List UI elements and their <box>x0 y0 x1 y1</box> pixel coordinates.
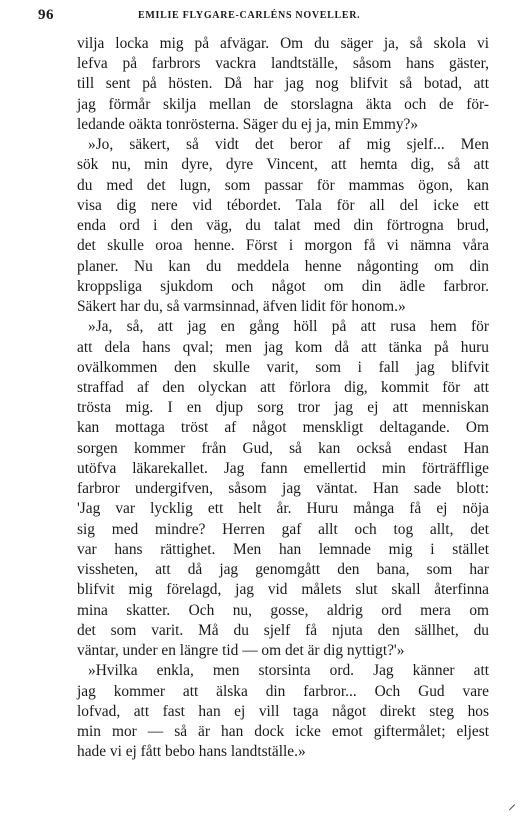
text-line: Säkert har du, så varmsinnad, äfven lidit för honom.» <box>77 298 406 316</box>
text-line: sig med mindre? Herren gaf allt och tog allt, det <box>77 520 489 538</box>
text-line: lofvad, att fast han ej vill taga något direkt steg hos <box>77 702 489 720</box>
text-line: till sent på hösten. Då har jag nog blifvit så botad, att <box>77 75 489 93</box>
text-line: min mor — så är han dock icke emot giftermålet; eljest <box>77 722 489 740</box>
text-line: »Ja, så, att jag en gång höll på att rusa hem för <box>88 318 489 336</box>
text-line: det som varit. Må du sjelf få njuta den sällhet, du <box>77 621 489 639</box>
text-line: visa dig nere vid tébordet. Tala för all del icke ett <box>77 196 489 214</box>
running-head: EMILIE FLYGARE-CARLÉNS NOVELLER. <box>138 10 361 21</box>
text-line: trösta mig. I en djup sorg tror jag ej att menniskan <box>77 399 489 417</box>
text-body <box>77 34 489 762</box>
text-line: ledande oäkta tonrösterna. Säger du ej ja, min Emmy?» <box>77 115 419 133</box>
text-line: jag förmår skilja mellan de storslagna äkta och de för- <box>77 95 489 113</box>
text-line: ovälkommen den skulle varit, som i fall jag blifvit <box>77 358 489 376</box>
text-line: utöfva läkarekallet. Jag fann emellertid min förträfflige <box>77 459 489 477</box>
text-line: straffad af den olyckan att förlora dig, kommit för att <box>77 378 489 396</box>
page-header <box>38 7 488 25</box>
page-corner-mark: ⸝ <box>507 796 516 813</box>
text-line: vilja locka mig på afvägar. Om du säger ja, så skola vi <box>77 35 489 52</box>
text-line: 'Jag var lycklig ett helt år. Huru många få ej nöja <box>77 500 489 518</box>
text-line: blifvit mig förelagd, jag vid målets slut skall återfinna <box>77 581 489 599</box>
text-line: »Hvilka enkla, men storsinta ord. Jag känner att <box>88 662 489 680</box>
page-number: 96 <box>38 7 54 23</box>
text-line: farbror undergifven, såsom jag väntat. Han sade blott: <box>77 480 489 498</box>
text-line: väntar, under en längre tid — om det är dig nyttigt?'» <box>77 642 405 660</box>
text-line: sorgen kommer från Gud, så kan också endast Han <box>77 439 489 457</box>
text-line: lefva på farbrors vackra landtställe, såsom hans gäster, <box>77 55 489 73</box>
text-line: hade vi ej fått bebo hans landtställe.» <box>77 743 306 761</box>
text-line: mina skatter. Och nu, gosse, aldrig ord mera om <box>77 601 489 619</box>
text-line: kroppsliga sjukdom och något om din ädle farbror. <box>77 277 489 295</box>
text-line: enda ord i den väg, du talat med din förtrogna brud, <box>77 217 489 235</box>
text-line: jag kommer att älska din farbror... Och Gud vare <box>77 682 489 700</box>
text-line: »Jo, säkert, så vidt det beror af mig sjelf... Men <box>88 136 489 154</box>
text-line: planer. Nu kan du meddela henne någonting om din <box>77 257 489 275</box>
text-line: att dela hans qval; men jag kom då att tänka på huru <box>77 338 489 356</box>
text-line: du med det lugn, som passar för mammas ögon, kan <box>77 176 489 194</box>
text-line: kan mottaga tröst af något menskligt deltagande. Om <box>77 419 489 437</box>
text-line: vissheten, att då jag genomgått den bana, som har <box>77 561 489 579</box>
text-line: det skulle oroa henne. Först i morgon få vi nämna våra <box>77 237 489 255</box>
text-line: sök nu, min dyre, dyre Vincent, att hemta dig, så att <box>77 156 489 174</box>
text-line: var hans rättighet. Men han lemnade mig i stället <box>77 540 489 558</box>
